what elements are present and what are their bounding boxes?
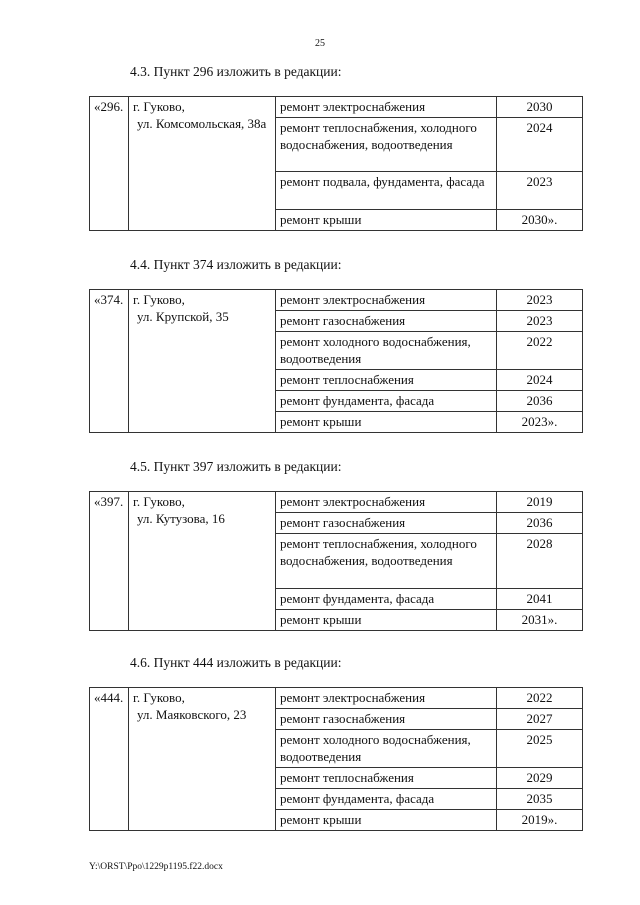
amendment-table [89,491,583,631]
work-year: 2027 [497,709,583,730]
work-year: 2024 [497,118,583,172]
work-year: 2019». [497,810,583,831]
amendment-table [89,96,583,231]
work-year: 2029 [497,768,583,789]
address-street: ул. Крупской, 35 [137,309,229,324]
work-year: 2022 [497,688,583,709]
work-year: 2025 [497,730,583,768]
work-type: ремонт крыши [276,412,497,433]
work-year: 2023 [497,172,583,210]
section-title: 4.4. Пункт 374 изложить в редакции: [130,257,342,272]
work-type: ремонт подвала, фундамента, фасада [276,172,497,210]
item-number: «397. [90,492,129,631]
item-number: «444. [90,688,129,831]
item-number: «374. [90,290,129,433]
work-year: 2023 [497,311,583,332]
work-year: 2023». [497,412,583,433]
work-type: ремонт электроснабжения [276,97,497,118]
work-type: ремонт крыши [276,610,497,631]
section-title: 4.3. Пункт 296 изложить в редакции: [130,64,342,79]
work-year: 2022 [497,332,583,370]
work-year: 2036 [497,391,583,412]
work-type: ремонт крыши [276,810,497,831]
work-type: ремонт электроснабжения [276,492,497,513]
footer-file-path: Y:\ORST\Ppo\1229p1195.f22.docx [89,862,223,872]
work-type: ремонт теплоснабжения [276,370,497,391]
work-year: 2023 [497,290,583,311]
work-year: 2030». [497,210,583,231]
work-year: 2035 [497,789,583,810]
work-type: ремонт электроснабжения [276,290,497,311]
address-street: ул. Маяковского, 23 [137,707,247,722]
work-type: ремонт электроснабжения [276,688,497,709]
work-year: 2019 [497,492,583,513]
work-type: ремонт газоснабжения [276,311,497,332]
work-year: 2028 [497,534,583,589]
work-type: ремонт газоснабжения [276,513,497,534]
address-city: г. Гуково, [133,494,185,509]
address-street: ул. Комсомольская, 38а [137,116,267,131]
address-cell [129,97,276,231]
work-type: ремонт холодного водоснабжения, водоотведения [276,332,497,370]
work-type: ремонт теплоснабжения, холодного водоснабжения, водоотведения [276,118,497,172]
work-type: ремонт крыши [276,210,497,231]
address-cell [129,688,276,831]
work-type: ремонт фундамента, фасада [276,391,497,412]
item-number: «296. [90,97,129,231]
address-city: г. Гуково, [133,292,185,307]
work-type: ремонт фундамента, фасада [276,789,497,810]
work-type: ремонт фундамента, фасада [276,589,497,610]
address-cell [129,492,276,631]
work-type: ремонт холодного водоснабжения, водоотведения [276,730,497,768]
work-type: ремонт теплоснабжения, холодного водоснабжения, водоотведения [276,534,497,589]
amendment-table [89,687,583,831]
work-year: 2031». [497,610,583,631]
work-year: 2041 [497,589,583,610]
address-street: ул. Кутузова, 16 [137,511,225,526]
address-cell [129,290,276,433]
address-city: г. Гуково, [133,99,185,114]
work-type: ремонт газоснабжения [276,709,497,730]
section-title: 4.6. Пункт 444 изложить в редакции: [130,655,342,670]
address-city: г. Гуково, [133,690,185,705]
page-number: 25 [315,38,325,49]
work-year: 2036 [497,513,583,534]
work-year: 2030 [497,97,583,118]
work-year: 2024 [497,370,583,391]
section-title: 4.5. Пункт 397 изложить в редакции: [130,459,342,474]
work-type: ремонт теплоснабжения [276,768,497,789]
amendment-table [89,289,583,433]
